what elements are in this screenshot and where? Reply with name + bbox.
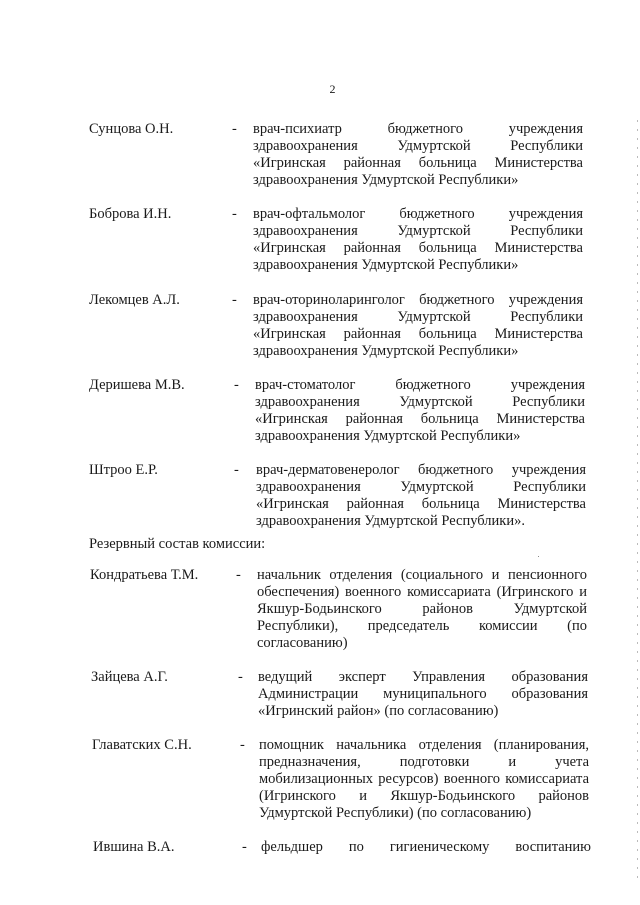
member-name: Боброва И.Н.: [89, 206, 172, 222]
member-description: начальник отделения (социального и пенсионного обеспечения) военного комиссариата (Игринского и Якшур-Бодьинского районов Удмуртской Республики), председатель комиссии (по согласованию): [257, 567, 587, 651]
member-description: врач-дерматовенеролог бюджетного учреждения здравоохранения Удмуртской Республики «Игринская районная больница Министерства здравоохранения Удмуртской Республики».: [256, 462, 586, 529]
member-description: врач-психиатр бюджетного учреждения здравоохранения Удмуртской Республики «Игринская районная больница Министерства здравоохранения Удмуртской Республики»: [253, 121, 583, 188]
member-description: врач-стоматолог бюджетного учреждения здравоохранения Удмуртской Республики «Игринская районная больница Министерства здравоохранения Удмуртской Республики»: [255, 377, 585, 444]
member-description: врач-оториноларинголог бюджетного учреждения здравоохранения Удмуртской Республики «Игринская районная больница Министерства здравоохранения Удмуртской Республики»: [253, 292, 583, 359]
scan-edge-artifact: [637, 120, 638, 880]
member-description: врач-офтальмолог бюджетного учреждения здравоохранения Удмуртской Республики «Игринская районная больница Министерства здравоохранения Удмуртской Республики»: [253, 206, 583, 273]
member-name: Деришева М.В.: [89, 377, 185, 393]
member-name: Сунцова О.Н.: [89, 121, 174, 137]
member-dash: -: [234, 462, 239, 478]
member-dash: -: [238, 669, 243, 685]
scan-speck: [538, 556, 539, 557]
member-name: Штроо Е.Р.: [89, 462, 158, 478]
member-description: ведущий эксперт Управления образования Администрации муниципального образования «Игринский район» (по согласованию): [258, 669, 588, 719]
member-dash: -: [232, 121, 237, 137]
member-dash: -: [234, 377, 239, 393]
member-dash: -: [232, 292, 237, 308]
member-name: Ившина В.А.: [93, 839, 175, 855]
reserve-heading: Резервный состав комиссии:: [89, 536, 266, 552]
member-dash: -: [242, 839, 247, 855]
member-name: Главатских С.Н.: [92, 737, 192, 753]
member-dash: -: [240, 737, 245, 753]
member-description: фельдшер по гигиеническому воспитанию: [261, 839, 591, 855]
member-dash: -: [236, 567, 241, 583]
member-dash: -: [232, 206, 237, 222]
member-name: Лекомцев А.Л.: [89, 292, 180, 308]
page-number: 2: [329, 82, 336, 96]
member-name: Зайцева А.Г.: [91, 669, 168, 685]
member-description: помощник начальника отделения (планирования, предназначения, подготовки и учета мобилизационных ресурсов) военного комиссариата (Игринского и Якшур-Бодьинского районов Удмуртской Республики) (по согласованию): [259, 737, 589, 821]
member-name: Кондратьева Т.М.: [90, 567, 199, 583]
